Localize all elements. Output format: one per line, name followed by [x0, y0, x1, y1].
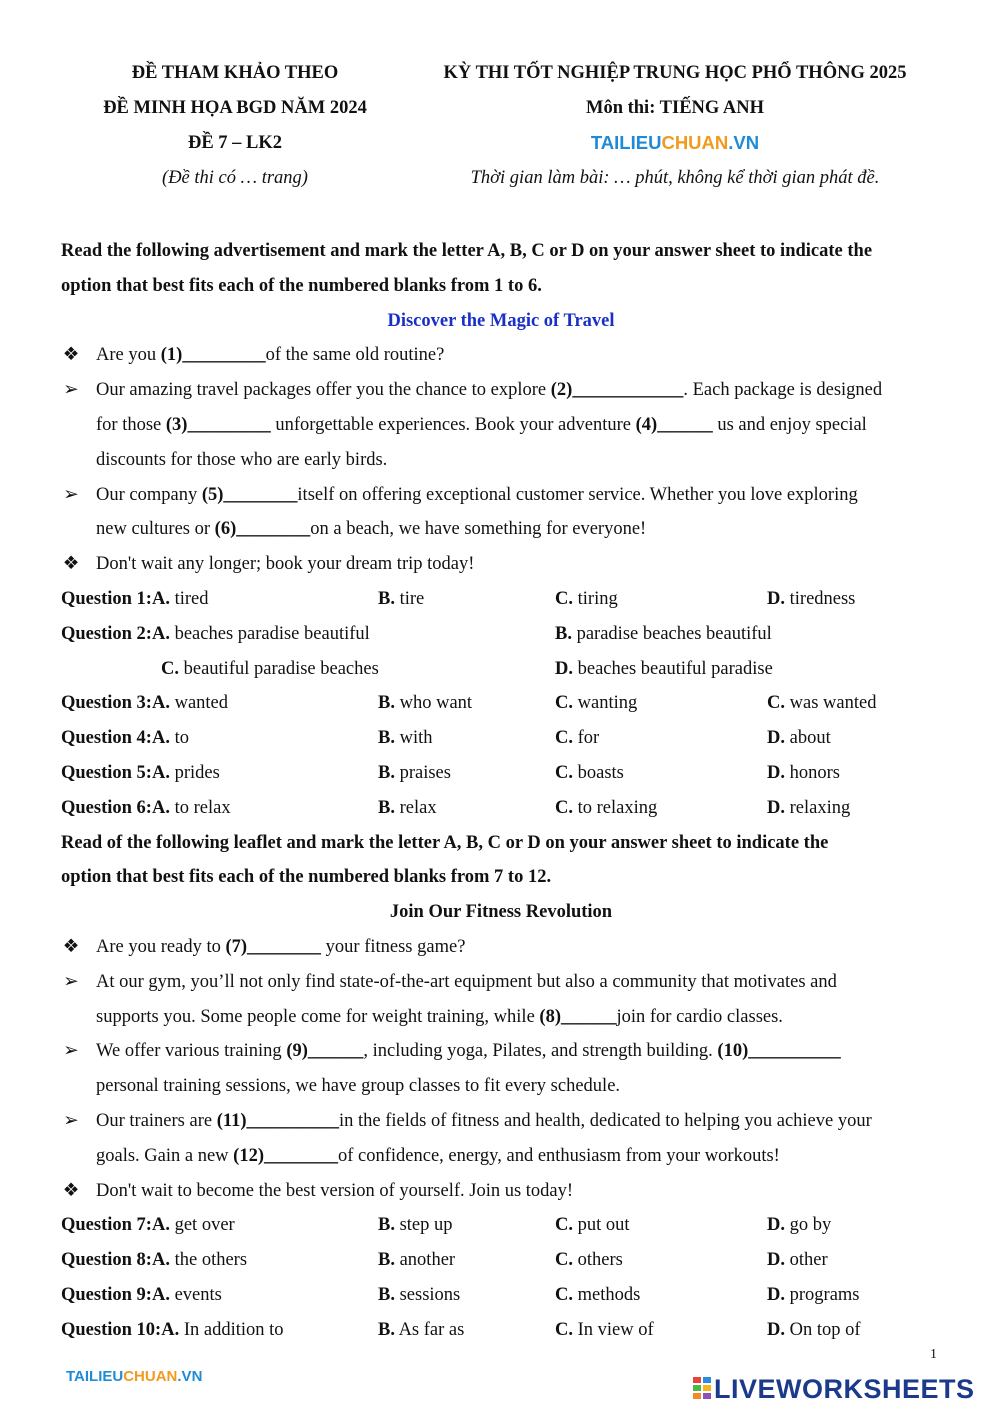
option-c[interactable]: C. tiring [555, 588, 618, 609]
question-8 [61, 1243, 941, 1278]
option-c[interactable]: C. put out [555, 1215, 630, 1236]
diamond-bullet-icon: ❖ [62, 554, 80, 575]
liveworksheets-wordmark: LIVEWORKSHEETS [714, 1374, 975, 1404]
question-1 [61, 582, 941, 617]
option-a[interactable]: Question 4:A. to [61, 728, 189, 749]
passage2-line: ➢ At our gym, you’ll not only find state-of-the-art equipment but also a community that motivates and [61, 965, 941, 1000]
exam-duration: Thời gian làm bài: … phút, không kể thời gian phát đề. [470, 168, 880, 188]
option-b[interactable]: B. with [378, 728, 433, 749]
question-2 [61, 617, 941, 652]
option-c[interactable]: C. methods [555, 1284, 641, 1305]
passage1-line: ❖ Don't wait any longer; book your dream trip today! [61, 547, 941, 582]
option-c[interactable]: C. wanting [555, 693, 638, 714]
option-b[interactable]: B. step up [378, 1215, 453, 1236]
passage1-line: new cultures or (6)________on a beach, we have something for everyone! [96, 519, 647, 540]
option-a[interactable]: Question 7:A. get over [61, 1215, 235, 1236]
option-b[interactable]: B. tire [378, 588, 425, 609]
passage2-line: ➢ We offer various training (9)______, including yoga, Pilates, and strength building. (10)__________ [61, 1034, 941, 1069]
arrow-bullet-icon: ➢ [63, 1041, 79, 1062]
question-4 [61, 721, 941, 756]
passage2-line: ❖ Don't wait to become the best version of yourself. Join us today! [61, 1174, 941, 1209]
question-10 [61, 1313, 941, 1348]
arrow-bullet-icon: ➢ [63, 484, 79, 505]
section2-title: Join Our Fitness Revolution [389, 902, 613, 923]
exam-header [0, 58, 1000, 208]
option-a[interactable]: Question 9:A. events [61, 1284, 222, 1305]
exam-code: ĐỀ 7 – LK2 [187, 133, 283, 153]
section1-instruction-cont: option that best fits each of the numbered blanks from 1 to 6. [61, 275, 542, 296]
option-d[interactable]: D. tiredness [767, 588, 856, 609]
question-9 [61, 1278, 941, 1313]
passage1-line: for those (3)_________ unforgettable experiences. Book your adventure (4)______ us and enjoy special [96, 414, 867, 435]
option-a[interactable]: Question 1:A. tired [61, 588, 209, 609]
page-number: 1 [930, 1347, 937, 1362]
blank-11[interactable]: (11) [216, 1110, 247, 1131]
option-c[interactable]: C. for [555, 728, 600, 749]
option-b[interactable]: B. another [378, 1250, 456, 1271]
option-c[interactable]: C. to relaxing [555, 797, 658, 818]
header-left-line1: ĐỀ THAM KHẢO THEO [131, 63, 339, 83]
diamond-bullet-icon: ❖ [62, 936, 80, 957]
diamond-bullet-icon: ❖ [62, 345, 80, 366]
option-d[interactable]: D. relaxing [767, 797, 851, 818]
blank-12[interactable]: (12) [233, 1145, 264, 1166]
option-a[interactable]: Question 10:A. In addition to [61, 1319, 284, 1340]
tailieuchuan-logo: TAILIEUCHUAN.VN [590, 132, 760, 153]
option-a[interactable]: Question 6:A. to relax [61, 797, 231, 818]
option-c[interactable]: C. beautiful paradise beaches [161, 658, 379, 679]
option-d[interactable]: D. On top of [767, 1319, 861, 1340]
option-b[interactable]: B. praises [378, 762, 451, 783]
option-c[interactable]: C. In view of [555, 1319, 654, 1340]
option-d[interactable]: D. about [767, 728, 831, 749]
section1-instruction: Read the following advertisement and mark the letter A, B, C or D on your answer sheet to indicate the [61, 241, 873, 261]
page-count-note: (Đề thi có … trang) [162, 168, 308, 188]
header-left [80, 58, 390, 198]
question-6 [61, 791, 941, 826]
option-d[interactable]: C. was wanted [767, 693, 877, 714]
blank-3[interactable]: (3) [165, 414, 188, 435]
option-c[interactable]: C. boasts [555, 762, 624, 783]
option-d[interactable]: D. other [767, 1250, 828, 1271]
passage2-line: ➢ Our trainers are (11)__________in the fields of fitness and health, dedicated to helping you achieve your [61, 1104, 941, 1139]
blank-8[interactable]: (8) [539, 1006, 561, 1027]
option-d[interactable]: D. honors [767, 762, 840, 783]
option-a[interactable]: Question 5:A. prides [61, 762, 220, 783]
passage2-line: ❖ Are you ready to (7)________ your fitness game? [61, 930, 941, 965]
blank-6[interactable]: (6) [214, 519, 237, 540]
header-left-line2: ĐỀ MINH HỌA BGD NĂM 2024 [103, 98, 367, 118]
header-right [405, 58, 945, 198]
section2-instruction-cont: option that best fits each of the numbered blanks from 7 to 12. [61, 867, 552, 888]
option-a[interactable]: Question 3:A. wanted [61, 693, 229, 714]
blank-9[interactable]: (9) [286, 1041, 308, 1062]
option-d[interactable]: D. beaches beautiful paradise [555, 658, 773, 679]
question-2-cont [61, 652, 941, 687]
passage1-line: discounts for those who are early birds. [96, 449, 388, 470]
exam-content [61, 234, 941, 1348]
diamond-bullet-icon: ❖ [62, 1180, 80, 1201]
exam-title: KỲ THI TỐT NGHIỆP TRUNG HỌC PHỔ THÔNG 2025 [443, 63, 907, 83]
question-7 [61, 1208, 941, 1243]
blank-7[interactable]: (7) [225, 936, 248, 957]
option-b[interactable]: B. sessions [378, 1284, 461, 1305]
option-b[interactable]: B. As far as [378, 1319, 465, 1340]
option-a[interactable]: Question 8:A. the others [61, 1250, 248, 1271]
blank-4[interactable]: (4) [635, 414, 658, 435]
option-d[interactable]: D. programs [767, 1284, 860, 1305]
section2-instruction: Read of the following leaflet and mark the letter A, B, C or D on your answer sheet to indicate the [61, 832, 829, 853]
passage2-line: personal training sessions, we have group classes to fit every schedule. [96, 1076, 621, 1097]
option-a[interactable]: Question 2:A. beaches paradise beautiful [61, 623, 370, 644]
passage2-line: goals. Gain a new (12)________of confidence, energy, and enthusiasm from your workouts! [96, 1145, 780, 1166]
arrow-bullet-icon: ➢ [63, 1110, 79, 1131]
arrow-bullet-icon: ➢ [63, 380, 79, 401]
option-d[interactable]: D. go by [767, 1215, 832, 1236]
liveworksheets-logo[interactable] [692, 1372, 992, 1406]
liveworksheets-grid-icon [692, 1376, 712, 1400]
blank-1[interactable]: (1) [160, 345, 183, 366]
exam-subject: Môn thi: TIẾNG ANH [585, 98, 764, 118]
question-3 [61, 686, 941, 721]
arrow-bullet-icon: ➢ [63, 971, 79, 992]
passage1-line: ❖ Are you (1)_________of the same old routine? [61, 338, 941, 373]
option-b[interactable]: B. paradise beaches beautiful [555, 623, 772, 644]
blank-10[interactable]: (10) [717, 1041, 749, 1062]
option-b[interactable]: B. who want [378, 693, 473, 714]
passage2-line: supports you. Some people come for weight training, while (8)______join for cardio classes. [96, 1006, 783, 1027]
blank-5[interactable]: (5) [201, 484, 224, 505]
blank-2[interactable]: (2) [550, 380, 573, 401]
option-c[interactable]: C. others [555, 1250, 623, 1271]
footer-tailieuchuan-logo: TAILIEUCHUAN.VN [66, 1368, 203, 1385]
passage1-line: ➢ Our company (5)________itself on offering exceptional customer service. Whether you love exploring [61, 478, 941, 513]
section1-title: Discover the Magic of Travel [387, 310, 615, 331]
passage1-line: ➢ Our amazing travel packages offer you the chance to explore (2)____________. Each package is designed [61, 373, 941, 408]
question-5 [61, 756, 941, 791]
option-b[interactable]: B. relax [378, 797, 437, 818]
